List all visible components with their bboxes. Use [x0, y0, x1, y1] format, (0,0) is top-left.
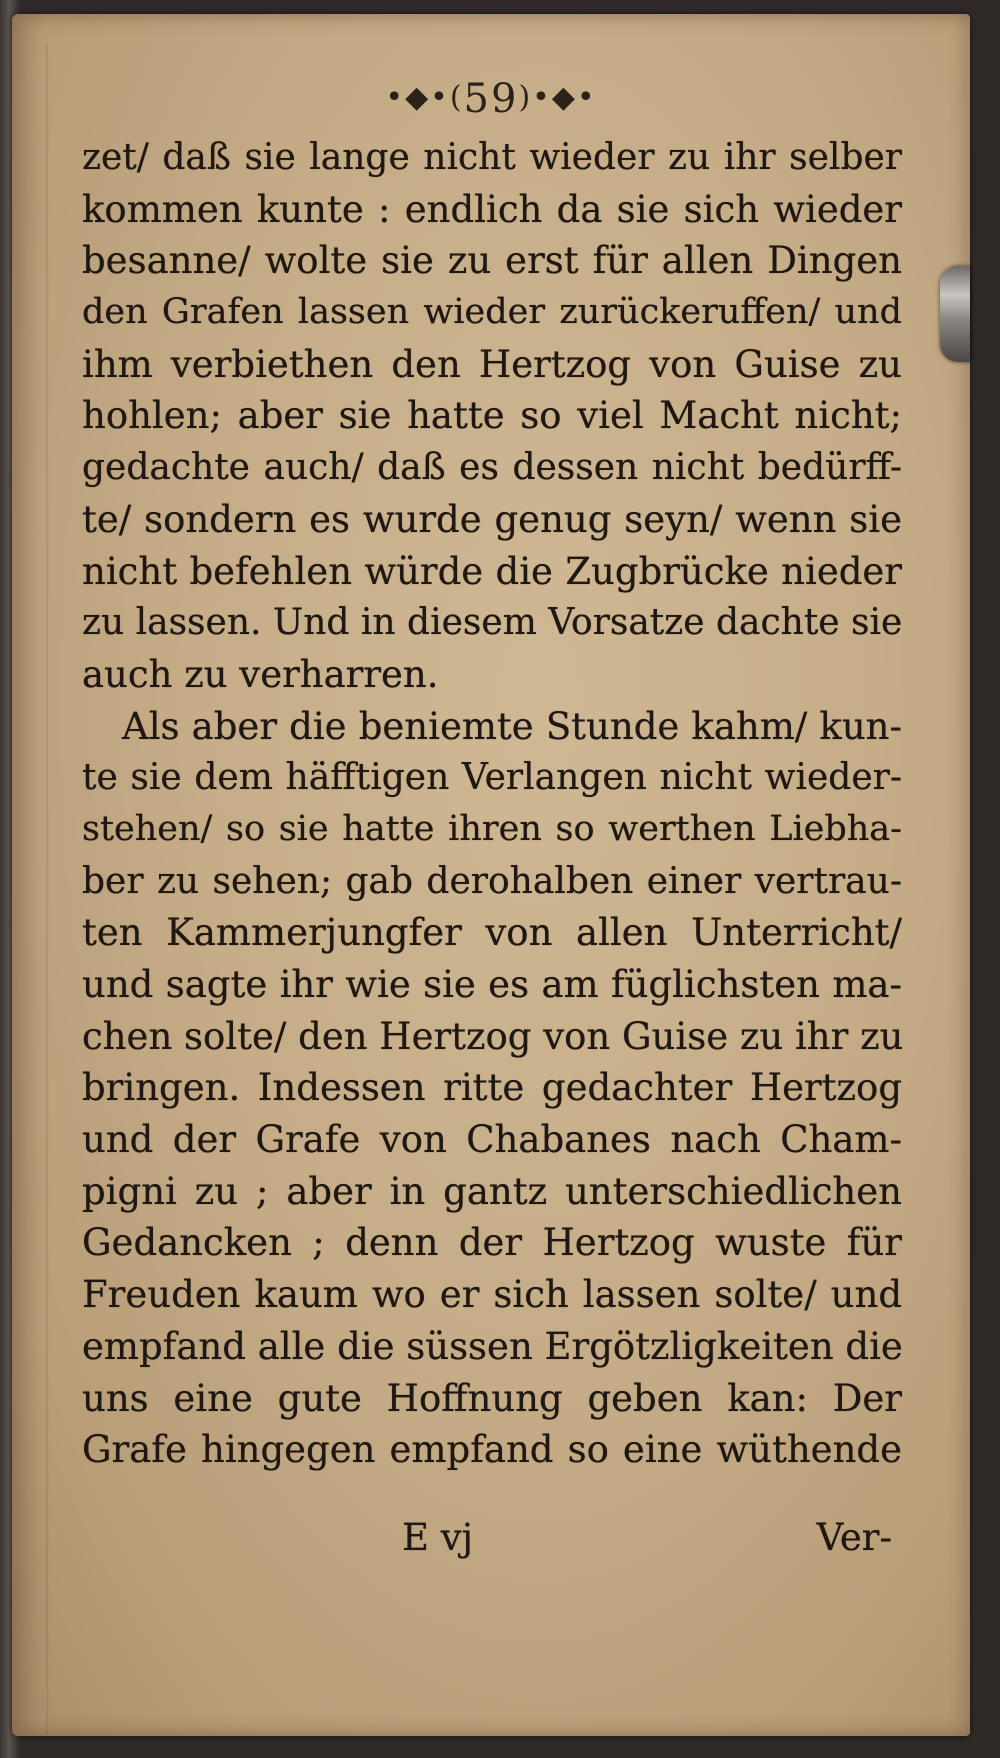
page-number: 59 — [463, 76, 519, 122]
text-line: hohlen; aber sie hatte so viel Macht nicht; — [82, 394, 902, 438]
text-line: Grafe hingegen empfand so eine wüthende — [82, 1428, 902, 1472]
text-line: zet/ daß sie lange nicht wieder zu ihr selber — [82, 137, 902, 178]
text-line: kommen kunte : endlich da sie sich wieder — [82, 187, 902, 231]
page-header — [12, 76, 970, 122]
text-line: chen solte/ den Hertzog von Guise zu ihr zu — [82, 1014, 904, 1058]
text-line: und der Grafe von Chabanes nach Cham- — [82, 1118, 902, 1162]
text-line: uns eine gute Hoffnung geben kan: Der — [82, 1376, 902, 1420]
text-line: den Grafen lassen wieder zurückeruffen/ und — [82, 292, 902, 333]
text-line: Gedancken ; denn der Hertzog wuste für — [82, 1221, 902, 1265]
metal-clip — [940, 266, 970, 362]
text-line: Freuden kaum wo er sich lassen solte/ und — [82, 1273, 902, 1317]
text-line: pigni zu ; aber in gantz unterschiedlichen — [82, 1169, 902, 1213]
text-line: te/ sondern es wurde genug seyn/ wenn sie — [82, 497, 902, 541]
page-footer — [82, 1516, 902, 1568]
catchword: Ver- — [816, 1516, 892, 1559]
text-line: Als aber die beniemte Stunde kahm/ kun- — [122, 704, 902, 748]
text-line: empfand alle die süssen Ergötzligkeiten die — [82, 1324, 903, 1368]
text-line: ber zu sehen; gab derohalben einer vertrau- — [82, 860, 902, 902]
text-line: zu lassen. Und in diesem Vorsatze dachte sie — [82, 602, 903, 644]
text-line: auch zu verharren. — [82, 652, 439, 696]
text-line: nicht befehlen würde die Zugbrücke nieder — [82, 549, 902, 593]
text-line: te sie dem häfftigen Verlangen nicht wieder- — [82, 757, 902, 799]
header-left-ornament: •◆•( — [385, 80, 464, 115]
page-gutter — [46, 44, 48, 1734]
text-line: ten Kammerjungfer von allen Unterricht/ — [82, 911, 902, 955]
text-line: bringen. Indessen ritte gedachter Hertzog — [82, 1066, 902, 1110]
text-line: gedachte auch/ daß es dessen nicht bedürff- — [82, 447, 902, 489]
text-line: und sagte ihr wie sie es am füglichsten ma- — [82, 963, 902, 1006]
text-line: stehen/ so sie hatte ihren so werthen Liebha- — [82, 808, 902, 849]
text-line: ihm verbiethen den Hertzog von Guise zu — [82, 342, 902, 386]
text-line: besanne/ wolte sie zu erst für allen Dingen — [82, 239, 902, 283]
signature-mark: E vj — [402, 1516, 474, 1559]
body-text — [82, 132, 902, 1476]
book-page — [12, 14, 970, 1736]
header-right-ornament: )•◆• — [518, 80, 597, 115]
